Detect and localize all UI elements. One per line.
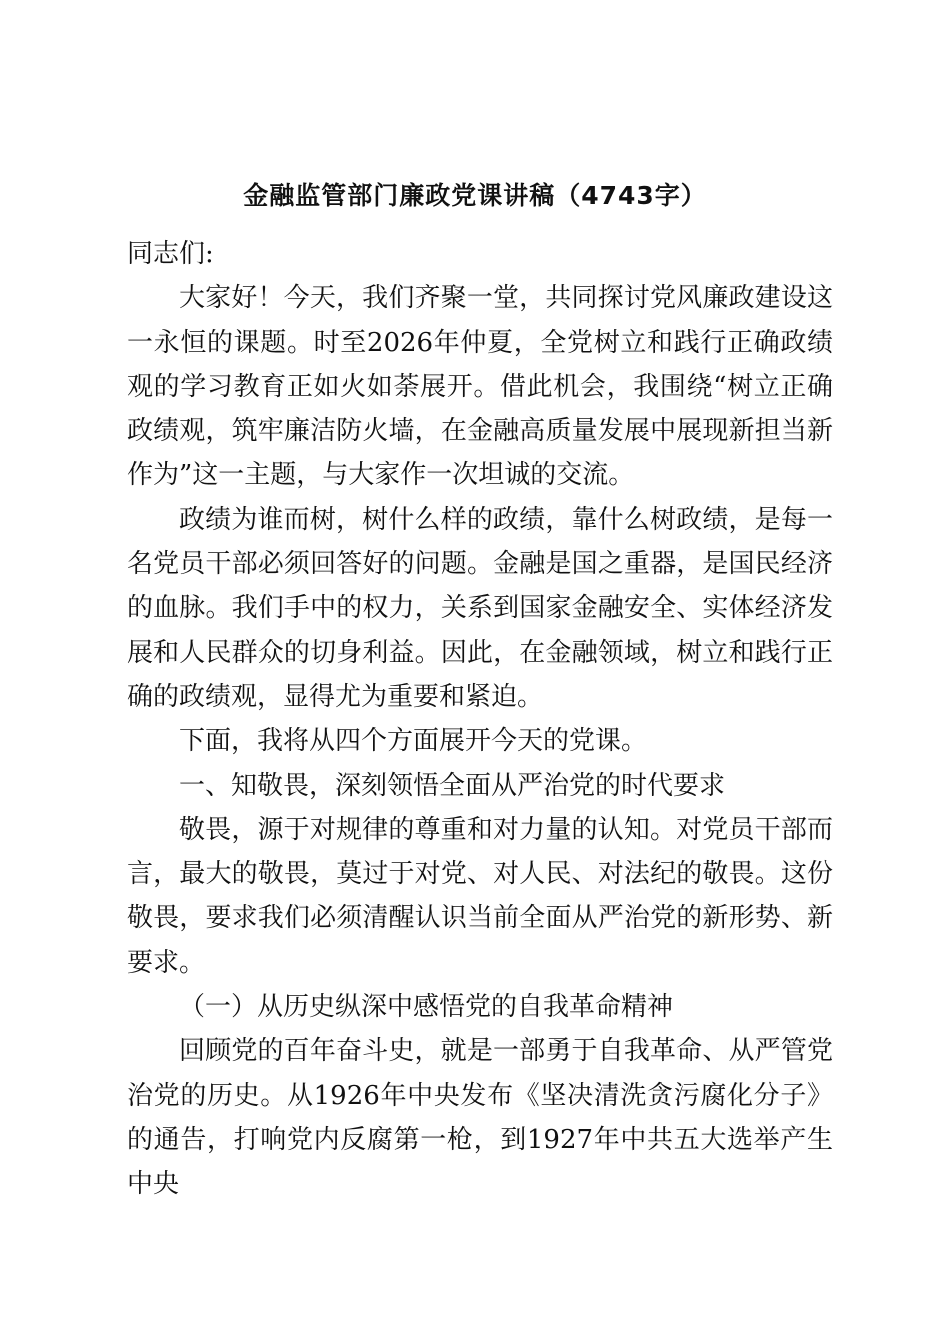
- paragraph-section-1: 敬畏，源于对规律的尊重和对力量的认知。对党员干部而言，最大的敬畏，莫过于对党、对人民、对法纪的敬畏。这份敬畏，要求我们必须清醒认识当前全面从严治党的新形势、新要求。: [127, 814, 833, 978]
- paragraph-subsection-1: 回顾党的百年奋斗史，就是一部勇于自我革命、从严管党治党的历史。从1926年中央发布《坚决清洗贪污腐化分子》的通告，打响党内反腐第一枪，到1927年中共五大选举产生中央: [127, 1036, 833, 1200]
- paragraph-context: 政绩为谁而树，树什么样的政绩，靠什么树政绩，是每一名党员干部必须回答好的问题。金融是国之重器，是国民经济的血脉。我们手中的权力，关系到国家金融安全、实体经济发展和人民群众的切身利益。因此，在金融领域，树立和践行正确的政绩观，显得尤为重要和紧迫。: [127, 504, 833, 712]
- paragraph-outline: 下面，我将从四个方面展开今天的党课。: [179, 726, 648, 757]
- salutation: 同志们:: [127, 239, 214, 269]
- subsection-heading-1: （一）从历史纵深中感悟党的自我革命精神: [179, 992, 674, 1023]
- document-title: 金融监管部门廉政党课讲稿（4743字）: [243, 181, 707, 210]
- paragraph-intro: 大家好！今天，我们齐聚一堂，共同探讨党风廉政建设这一永恒的课题。时至2026年仲夏，全党树立和践行正确政绩观的学习教育正如火如荼展开。借此机会，我围绕“树立正确政绩观，筑牢廉洁防火墙，在金融高质量发展中展现新担当新作为”这一主题，与大家作一次坦诚的交流。: [127, 283, 833, 491]
- document-body: [127, 232, 833, 1207]
- section-heading-1: 一、知敬畏，深刻领悟全面从严治党的时代要求: [179, 770, 726, 801]
